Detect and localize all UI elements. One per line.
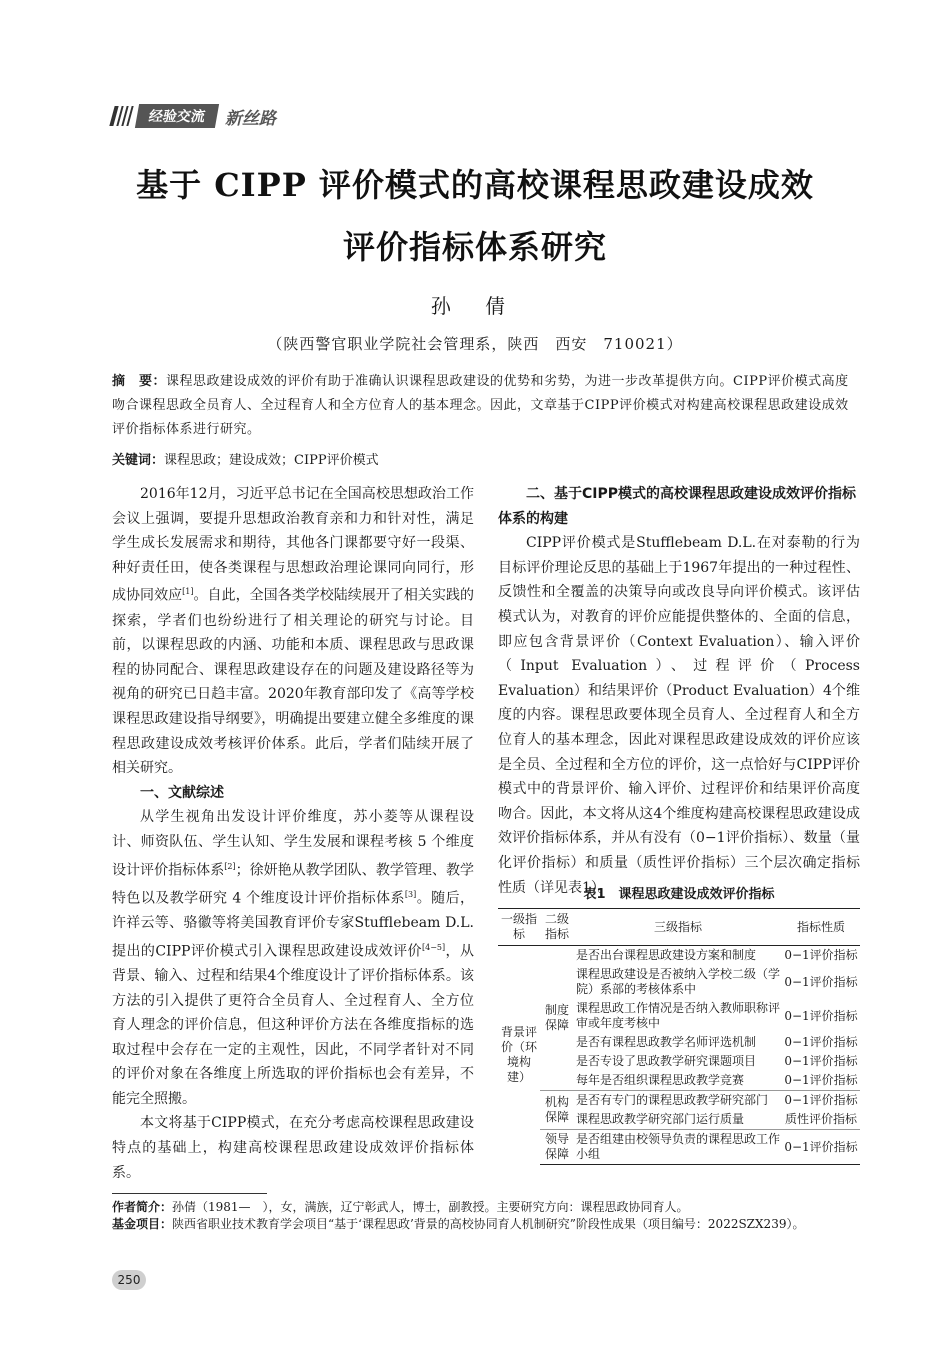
table-header-row <box>498 909 860 946</box>
paper-title-line2: 评价指标体系研究 <box>342 228 607 266</box>
keywords-label: 关键词： <box>112 453 165 468</box>
keywords-text: 课程思政；建设成效；CIPP评价模式 <box>164 453 379 468</box>
evaluation-indicator-table <box>498 908 860 1165</box>
level2-cell: 机构保障 <box>540 1091 574 1130</box>
section-heading-2: 二、基于CIPP模式的高校课程思政建设成效评价指标 体系的构建 <box>498 486 857 527</box>
affiliation: （陕西警官职业学院社会管理系，陕西 西安 710021） <box>267 335 683 353</box>
table-row: 课程思政建设是否被纳入学校二级（学院）系部的考核体系中 0−1评价指标 <box>576 967 858 996</box>
table-row: 领导保障 是否组建由校领导负责的课程思政工作小组 0−1评价指标 <box>498 1130 860 1165</box>
table-row: 是否专设了思政教学研究课题项目 0−1评价指标 <box>576 1054 858 1068</box>
right-column <box>498 482 860 900</box>
col-header-level1: 一级指标 <box>498 909 540 946</box>
left-column <box>112 482 474 1185</box>
citation-ref: [2] <box>224 861 236 871</box>
table-row: 课程思政教学研究部门运行质量 质性评价指标 <box>498 1110 860 1130</box>
keywords <box>112 449 379 468</box>
table-title: 表1 课程思政建设成效评价指标 <box>583 887 775 902</box>
intro-paragraph: 2016年12月，习近平总书记在全国高校思想政治工作会议上强调，要提升思想政治教育亲和力和针对性，满足学生成长发展需求和期待，其他各门课都要守好一段渠、种好责任田，使各类课程与思想政治理论课同向同行，形成协同效应[1]。自此，全国各类学校陆续展开了相关实践的探索，学者们也纷纷进行了相关理论的研究与讨论。目前，以课程思政的内涵、功能和本质、课程思政与思政课程的协同配合、课程思政建设存在的问题及建设路径等为视角的研究已日趋丰富。2020年教育部印发了《高等学校课程思政建设指导纲要》，明确提出要建立健全多维度的课程思政建设成效考核评价体系。此后，学者们陆续开展了相关研究。 <box>112 486 475 777</box>
table-row: 背景评价（环境构建） 制度保障 是否出台课程思政建设方案和制度 0−1评价指标 <box>498 946 860 966</box>
table-row: 机构保障 是否有专门的课程思政教学研究部门 0−1评价指标 <box>498 1091 860 1111</box>
level2-cell: 领导保障 <box>540 1130 574 1165</box>
level2-cell: 制度保障 <box>540 946 574 1091</box>
table-row: 每年是否组织课程思政教学竞赛 0−1评价指标 <box>498 1071 860 1091</box>
abstract-label: 摘 要： <box>112 374 167 389</box>
citation-ref: [3] <box>404 889 417 899</box>
col-header-level3: 三级指标 <box>574 909 782 946</box>
cipp-paragraph: CIPP评价模式是Stufflebeam D.L.在对泰勒的行为目标评价理论反思的基础上于1967年提出的一种过程性、反馈性和全覆盖的决策导向或改良导向评价模式。该评估模式认为，对教育的评价应能提供整体的、全面的信息，即应包含背景评价（Context Evaluation）、输入评价（Input Evaluation）、过程评价（Process Evaluation）和结果评价（Product Evaluation）4个维度的内容。课程思政要体现全员育人、全过程育人和全方位育人的基本理念，因此对课程思政建设成效的评价应该是全员、全过程和全方位的评价，这一点恰好与CIPP评价模式中的背景评价、输入评价、过程评价和结果评价高度吻合。因此，本文将从这4个维度构建高校课程思政建设成效评价指标体系，并从有没有（0−1评价指标）、数量（量化评价指标）和质量（质性评价指标）三个层次确定指标性质（详见表1）。 <box>498 535 860 896</box>
column-tag: 经验交流 <box>135 104 219 128</box>
footnote-divider <box>112 1193 267 1194</box>
table-row: 课程思政工作情况是否纳入教师职称评审或年度考核中 0−1评价指标 <box>576 1001 858 1030</box>
author-footnote: 作者简介：孙倩（1981— ），女，满族，辽宁彰武人，博士，副教授。主要研究方向：课程思政协同育人。 <box>112 1200 689 1214</box>
col-header-nature: 指标性质 <box>782 909 860 946</box>
table-row: 是否有课程思政教学名师评选机制 0−1评价指标 <box>576 1035 858 1049</box>
purpose-paragraph: 本文将基于CIPP模式，在充分考虑高校课程思政建设特点的基础上，构建高校课程思政建设成效评价指标体系。 <box>112 1115 474 1181</box>
page-number: 250 <box>112 1270 146 1290</box>
citation-ref: [4−5] <box>421 942 446 952</box>
column-header <box>112 104 276 128</box>
citation-ref: [1] <box>182 587 194 597</box>
abstract-text: 课程思政建设成效的评价有助于准确认识课程思政建设的优势和劣势，为进一步改革提供方向。CIPP评价模式高度吻合课程思政全员育人、全过程育人和全方位育人的基本理念。因此，文章基于CIPP评价模式对构建高校课程思政建设成效评价指标体系进行研究。 <box>112 374 849 437</box>
fund-footnote: 基金项目：陕西省职业技术教育学会项目“基于‘课程思政’背景的高校协同育人机制研究”阶段性成果（项目编号：2022SZX239）。 <box>112 1217 805 1231</box>
literature-paragraph: 从学生视角出发设计评价维度，苏小菱等从课程设计、师资队伍、学生认知、学生发展和课程考核 5 个维度设计评价指标体系[2]；徐妍艳从教学团队、教学管理、教学特色以及教学研究 4 个维度设计评价指标体系[3]。随后，许祥云等、骆徽等将美国教育评价专家Stufflebeam D.L.提出的CIPP评价模式引入课程思政建设成效评价[4−5]，从背景、输入、过程和结果4个维度设计了评价指标体系。该方法的引入提供了更符合全员育人、全过程育人、全方位育人理念的评价信息，但这种评价方法在各维度指标的选取过程中会存在一定的主观性，因此，不同学者针对不同的评价对象在各维度上所选取的评价指标也会有差异，不能完全照搬。 <box>112 809 475 1107</box>
abstract <box>112 370 862 442</box>
paper-title-line1: 基于 CIPP 评价模式的高校课程思政建设成效 <box>136 166 814 204</box>
decor-bars-icon <box>112 106 131 126</box>
author-name: 孙 倩 <box>430 294 520 318</box>
col-header-level2: 二级指标 <box>540 909 574 946</box>
journal-brand: 新丝路 <box>225 108 276 129</box>
section-heading-1: 一、文献综述 <box>140 784 224 801</box>
level1-cell: 背景评价（环境构建） <box>500 1025 537 1085</box>
